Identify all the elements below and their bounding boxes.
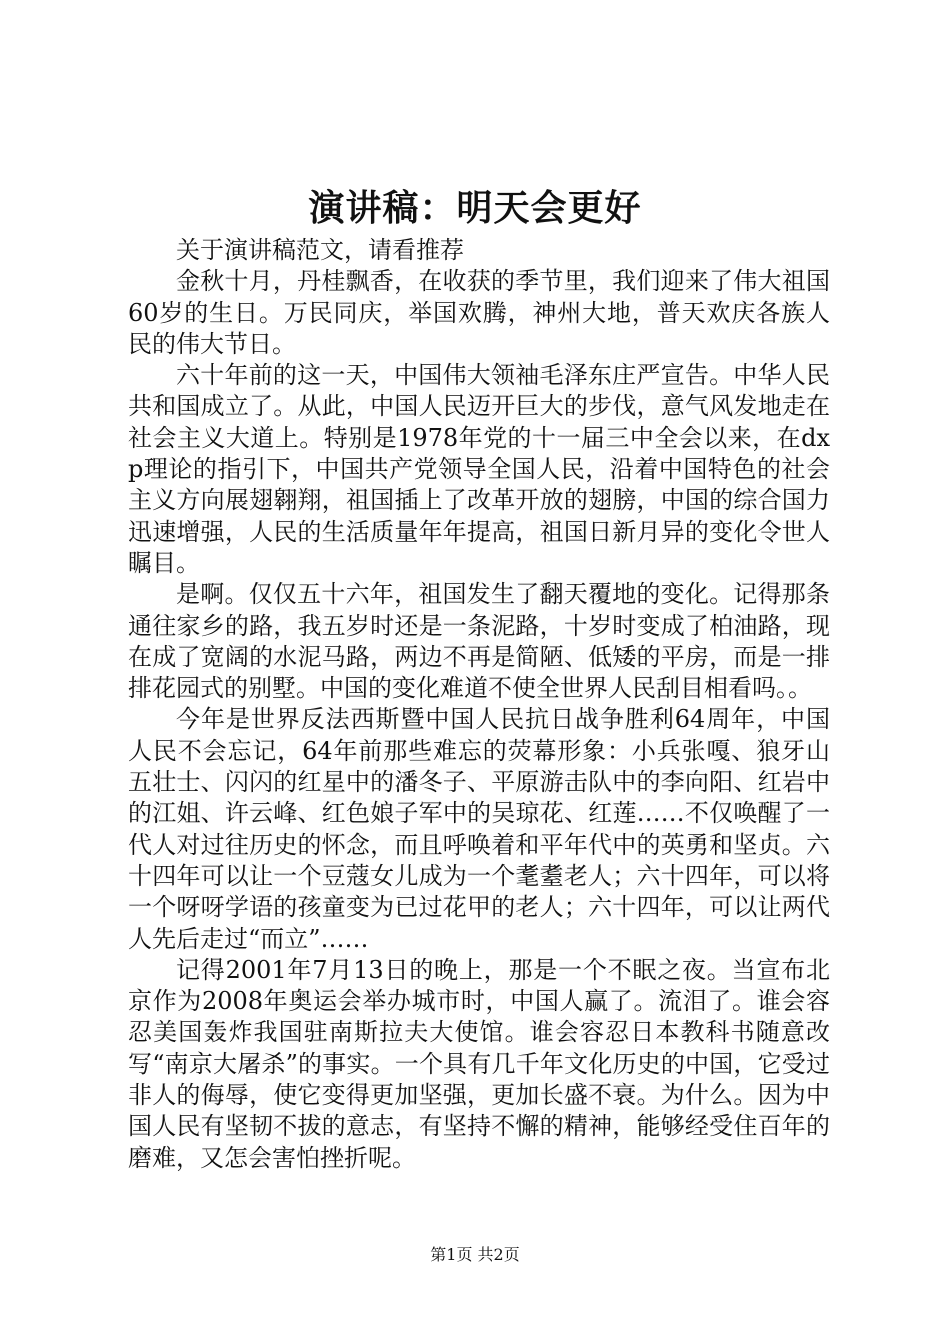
- page-number-footer: 第1页 共2页: [430, 1245, 520, 1264]
- paragraph-5: 记得2001年7月13日的晚上，那是一个不眠之夜。当宣布北京作为2008年奥运会举办城市时，中国人赢了。流泪了。谁会容忍美国轰炸我国驻南斯拉夫大使馆。谁会容忍日本教科书随意改写“南京大屠杀”的事实。一个具有几千年文化历史的中国，它受过非人的侮辱，使它变得更加坚强，更加长盛不衰。为什么。因为中国人民有坚韧不拔的意志，有坚持不懈的精神，能够经受住百年的磨难，又怎会害怕挫折呢。: [128, 955, 830, 1172]
- paragraph-3: 是啊。仅仅五十六年，祖国发生了翻天覆地的变化。记得那条通往家乡的路，我五岁时还是一条泥路，十岁时变成了柏油路，现在成了宽阔的水泥马路，两边不再是简陋、低矮的平房，而是一排排花园式的别墅。中国的变化难道不使全世界人民刮目相看吗。。: [128, 580, 830, 703]
- paragraph-4: 今年是世界反法西斯暨中国人民抗日战争胜利64周年，中国人民不会忘记，64年前那些难忘的荧幕形象：小兵张嘎、狼牙山五壮士、闪闪的红星中的潘冬子、平原游击队中的李向阳、红岩中的江姐、许云峰、红色娘子军中的吴琼花、红莲……不仅唤醒了一代人对过往历史的怀念，而且呼唤着和平年代中的英勇和坚贞。六十四年可以让一个豆蔻女儿成为一个耄耋老人；六十四年，可以将一个呀呀学语的孩童变为已过花甲的老人；六十四年，可以让两代人先后走过“而立”……: [128, 705, 830, 953]
- paragraph-1: 金秋十月，丹桂飘香，在收获的季节里，我们迎来了伟大祖国60岁的生日。万民同庆，举国欢腾，神州大地，普天欢庆各族人民的伟大节日。: [128, 267, 830, 358]
- paragraph-intro: 关于演讲稿范文，请看推荐: [176, 236, 464, 264]
- document-body: [128, 235, 830, 1174]
- document-title: 演讲稿：明天会更好: [308, 187, 642, 229]
- paragraph-2: 六十年前的这一天，中国伟大领袖毛泽东庄严宣告。中华人民共和国成立了。从此，中国人民迈开巨大的步伐，意气风发地走在社会主义大道上。特别是1978年党的十一届三中全会以来，在dxp理论的指引下，中国共产党领导全国人民，沿着中国特色的社会主义方向展翅翱翔，祖国插上了改革开放的翅膀，中国的综合国力迅速增强，人民的生活质量年年提高，祖国日新月异的变化令世人瞩目。: [128, 361, 830, 577]
